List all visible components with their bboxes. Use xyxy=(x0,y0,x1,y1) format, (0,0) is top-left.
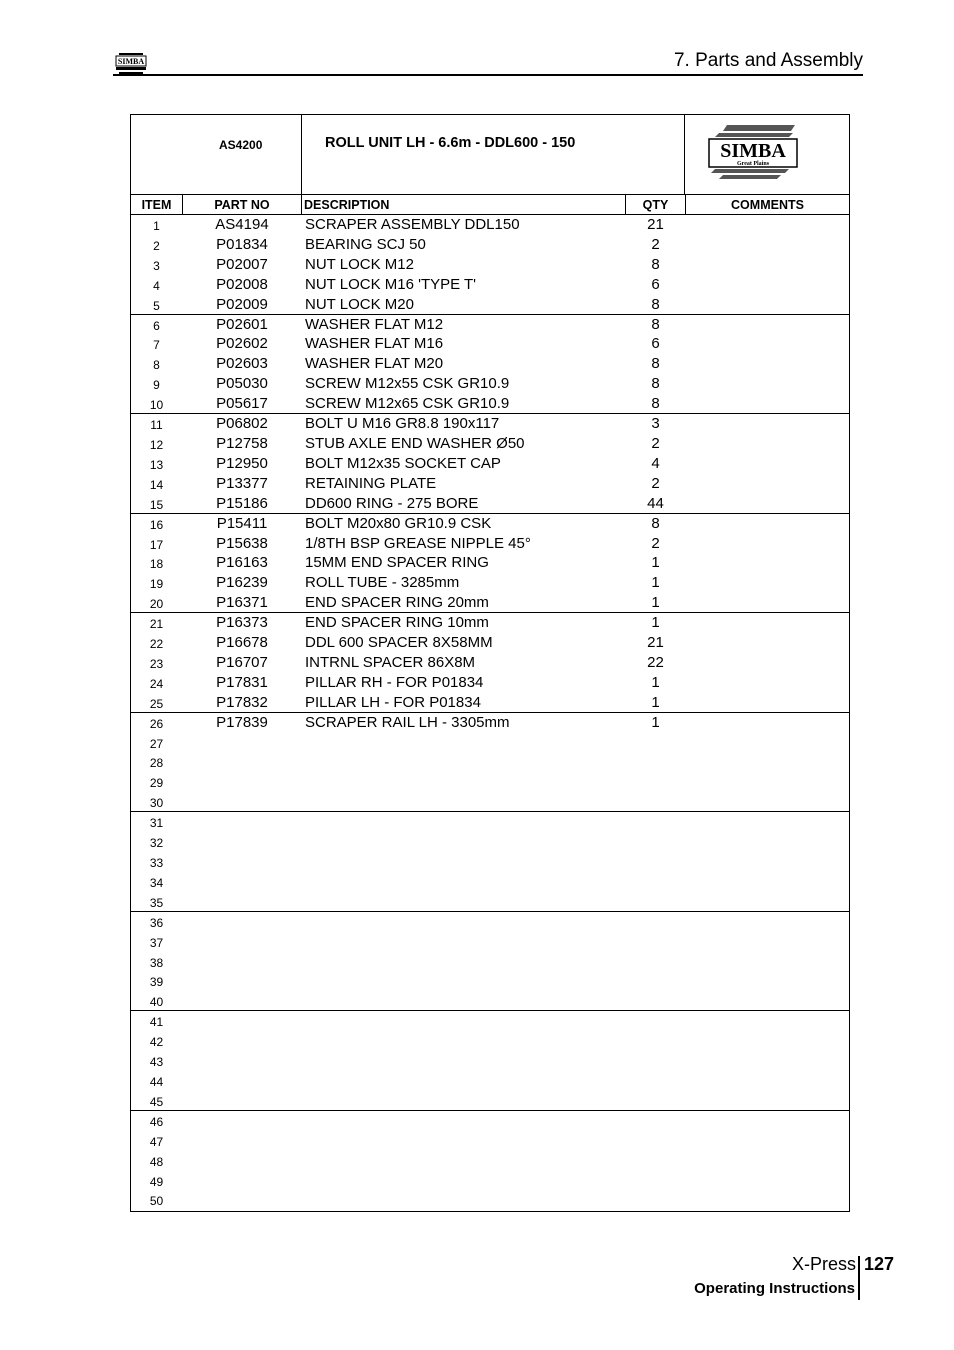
logo-cell xyxy=(685,115,849,194)
part-quantity: 2 xyxy=(651,235,660,253)
header-divider xyxy=(182,195,183,214)
part-quantity: 2 xyxy=(651,474,660,492)
part-number: P02007 xyxy=(216,255,268,273)
item-number: 30 xyxy=(149,796,164,811)
col-qty-header: QTY xyxy=(642,198,669,212)
part-number: P15411 xyxy=(216,514,268,532)
item-number: 8 xyxy=(153,358,160,373)
table-row xyxy=(131,235,849,255)
item-number: 45 xyxy=(149,1094,164,1109)
table-row xyxy=(131,514,849,534)
part-number: P12758 xyxy=(216,434,268,452)
item-number: 29 xyxy=(149,776,164,791)
item-number: 12 xyxy=(149,437,164,452)
part-quantity: 1 xyxy=(651,574,660,592)
item-number: 15 xyxy=(149,497,164,512)
col-item-header: ITEM xyxy=(141,198,172,212)
table-row xyxy=(131,434,849,454)
part-quantity: 21 xyxy=(647,216,664,233)
part-number: P17839 xyxy=(216,713,268,731)
part-number: P16239 xyxy=(216,574,268,592)
part-number: P02009 xyxy=(216,295,268,313)
part-description: SCRAPER RAIL LH - 3305mm xyxy=(305,713,510,731)
part-quantity: 2 xyxy=(651,534,660,552)
part-quantity: 1 xyxy=(651,693,660,711)
table-row xyxy=(131,553,849,573)
table-row xyxy=(131,354,849,374)
table-row xyxy=(131,932,849,952)
page-number: 127 xyxy=(864,1254,895,1274)
assembly-code-cell xyxy=(131,115,302,194)
svg-text:SIMBA: SIMBA xyxy=(117,57,145,66)
part-quantity: 8 xyxy=(651,295,660,313)
table-row xyxy=(131,1131,849,1151)
item-number: 18 xyxy=(149,557,164,572)
part-quantity: 4 xyxy=(651,454,660,472)
item-number: 33 xyxy=(149,856,164,870)
table-row xyxy=(131,872,849,892)
item-number: 19 xyxy=(149,577,164,592)
assembly-title-cell xyxy=(302,115,685,194)
table-row xyxy=(131,1151,849,1171)
part-number: P15638 xyxy=(216,534,268,552)
item-number: 26 xyxy=(149,716,164,731)
part-description: SCREW M12x65 CSK GR10.9 xyxy=(305,395,510,413)
item-number: 37 xyxy=(149,935,164,950)
item-number: 11 xyxy=(150,418,163,433)
part-description: INTRNL SPACER 86X8M xyxy=(305,653,476,671)
table-row xyxy=(131,454,849,474)
simba-logo xyxy=(707,123,799,181)
part-quantity: 1 xyxy=(651,673,660,691)
product-name: X-Press xyxy=(791,1254,856,1274)
item-number: 22 xyxy=(149,637,164,652)
table-row xyxy=(131,295,849,315)
assembly-code: AS4200 xyxy=(219,138,263,152)
table-row xyxy=(131,1011,849,1031)
part-description: WASHER FLAT M16 xyxy=(305,335,444,353)
simba-logo-small xyxy=(113,53,149,75)
part-description: DD600 RING - 275 BORE xyxy=(305,494,479,512)
part-number: P15186 xyxy=(216,494,268,512)
table-row xyxy=(131,812,849,832)
part-number: P13377 xyxy=(216,474,268,492)
table-row xyxy=(131,673,849,693)
part-number: P02008 xyxy=(216,275,268,293)
part-number: P16373 xyxy=(216,614,268,632)
part-quantity: 6 xyxy=(651,275,660,293)
table-row xyxy=(131,315,849,335)
part-description: BOLT U M16 GR8.8 190x117 xyxy=(305,415,500,433)
header-divider xyxy=(301,195,302,214)
item-number: 48 xyxy=(149,1154,164,1169)
item-number: 5 xyxy=(153,298,160,313)
part-quantity: 8 xyxy=(651,255,660,273)
part-description: BOLT M12x35 SOCKET CAP xyxy=(305,454,501,472)
part-number: P16371 xyxy=(216,594,268,612)
part-description: END SPACER RING 10mm xyxy=(305,614,489,632)
column-header-row xyxy=(131,195,849,215)
item-number: 16 xyxy=(149,517,164,532)
part-number: P16707 xyxy=(216,653,268,671)
part-description: NUT LOCK M20 xyxy=(305,295,414,313)
item-number: 36 xyxy=(149,915,164,930)
item-number: 49 xyxy=(149,1174,164,1189)
part-number: P12950 xyxy=(216,454,268,472)
part-description: SCRAPER ASSEMBLY DDL150 xyxy=(305,216,520,233)
assembly-title: ROLL UNIT LH - 6.6m - DDL600 - 150 xyxy=(325,135,576,151)
item-number: 4 xyxy=(153,278,160,293)
part-number: P16678 xyxy=(216,634,268,652)
item-number: 38 xyxy=(149,955,164,970)
item-number: 34 xyxy=(149,875,164,890)
item-number: 6 xyxy=(153,318,160,333)
col-comments-header: COMMENTS xyxy=(731,198,804,212)
item-number: 23 xyxy=(149,656,164,671)
table-row xyxy=(131,474,849,494)
item-number: 21 xyxy=(149,617,164,632)
table-row xyxy=(131,255,849,275)
table-row xyxy=(131,633,849,653)
part-number: P17832 xyxy=(216,693,268,711)
table-row xyxy=(131,832,849,852)
table-row xyxy=(131,1171,849,1191)
table-row xyxy=(131,733,849,753)
table-row xyxy=(131,215,849,235)
part-description: 1/8TH BSP GREASE NIPPLE 45° xyxy=(305,534,531,552)
item-number: 9 xyxy=(153,378,160,393)
header-divider xyxy=(625,195,626,214)
part-description: PILLAR RH - FOR P01834 xyxy=(305,673,484,691)
table-row xyxy=(131,693,849,713)
logo-text: SIMBA xyxy=(720,140,786,162)
table-row xyxy=(131,334,849,354)
item-number: 44 xyxy=(149,1074,164,1089)
part-number: P01834 xyxy=(216,235,268,253)
table-row xyxy=(131,653,849,673)
part-quantity: 1 xyxy=(651,554,660,572)
part-description: BOLT M20x80 GR10.9 CSK xyxy=(305,514,492,532)
item-number: 20 xyxy=(149,597,164,612)
table-row xyxy=(131,1091,849,1111)
table-row xyxy=(131,394,849,414)
part-number: P06802 xyxy=(216,415,268,433)
table-row xyxy=(131,852,849,872)
table-row xyxy=(131,1190,849,1210)
table-row xyxy=(131,892,849,912)
part-number: P02603 xyxy=(216,355,268,373)
section-title: 7. Parts and Assembly xyxy=(673,50,863,71)
part-description: ROLL TUBE - 3285mm xyxy=(305,574,460,592)
part-quantity: 3 xyxy=(651,415,660,433)
item-number: 35 xyxy=(149,895,164,910)
table-row xyxy=(131,1031,849,1051)
part-quantity: 8 xyxy=(651,315,660,333)
item-number: 14 xyxy=(149,477,164,492)
part-quantity: 8 xyxy=(651,355,660,373)
table-row xyxy=(131,772,849,792)
part-description: 15MM END SPACER RING xyxy=(305,554,489,572)
part-description: NUT LOCK M12 xyxy=(305,255,414,273)
footer-subtitle: Operating Instructions xyxy=(694,1280,855,1297)
table-row xyxy=(131,971,849,991)
part-quantity: 8 xyxy=(651,395,660,413)
part-quantity: 1 xyxy=(651,594,660,612)
part-description: SCREW M12x55 CSK GR10.9 xyxy=(305,375,510,393)
table-row xyxy=(131,494,849,514)
part-number: P05030 xyxy=(216,375,268,393)
part-description: RETAINING PLATE xyxy=(305,474,437,492)
part-number: P02601 xyxy=(216,315,268,333)
part-quantity: 1 xyxy=(651,713,660,731)
item-number: 50 xyxy=(149,1194,164,1209)
header-divider xyxy=(685,195,686,214)
item-number: 13 xyxy=(149,457,164,472)
part-number: AS4194 xyxy=(215,216,269,233)
item-number: 43 xyxy=(149,1055,164,1070)
parts-list xyxy=(131,215,849,1210)
item-number: 25 xyxy=(149,696,164,711)
table-row xyxy=(131,713,849,733)
part-quantity: 21 xyxy=(647,634,664,652)
item-number: 41 xyxy=(149,1015,164,1030)
part-number: P02602 xyxy=(216,335,268,353)
table-row xyxy=(131,752,849,772)
table-row xyxy=(131,573,849,593)
table-row xyxy=(131,1051,849,1071)
item-number: 31 xyxy=(149,816,164,831)
part-quantity: 22 xyxy=(647,653,664,671)
item-number: 24 xyxy=(149,676,164,691)
part-number: P05617 xyxy=(216,395,268,413)
table-row xyxy=(131,792,849,812)
table-row xyxy=(131,1111,849,1131)
col-part-header: PART NO xyxy=(214,198,270,212)
part-quantity: 1 xyxy=(651,614,660,632)
part-description: WASHER FLAT M20 xyxy=(305,355,444,373)
table-row xyxy=(131,593,849,613)
item-number: 28 xyxy=(149,756,164,771)
footer-divider xyxy=(858,1256,860,1300)
part-quantity: 8 xyxy=(651,514,660,532)
sheet-title-row xyxy=(131,115,849,195)
item-number: 42 xyxy=(149,1035,164,1050)
part-description: PILLAR LH - FOR P01834 xyxy=(305,693,481,711)
table-row xyxy=(131,374,849,394)
item-number: 10 xyxy=(149,398,164,413)
item-number: 40 xyxy=(149,995,164,1010)
item-number: 1 xyxy=(153,219,160,233)
parts-sheet xyxy=(130,114,850,1212)
table-row xyxy=(131,991,849,1011)
part-description: END SPACER RING 20mm xyxy=(305,594,489,612)
part-description: BEARING SCJ 50 xyxy=(305,235,426,253)
item-number: 2 xyxy=(153,238,160,253)
part-quantity: 2 xyxy=(651,434,660,452)
item-number: 39 xyxy=(149,975,164,990)
item-number: 17 xyxy=(149,537,164,552)
part-description: DDL 600 SPACER 8X58MM xyxy=(305,634,493,652)
part-quantity: 6 xyxy=(651,335,660,353)
item-number: 7 xyxy=(153,338,160,353)
part-quantity: 44 xyxy=(647,494,664,512)
item-number: 32 xyxy=(149,836,164,851)
part-description: STUB AXLE END WASHER Ø50 xyxy=(305,434,525,452)
table-row xyxy=(131,275,849,295)
header-rule xyxy=(113,74,863,76)
part-number: P16163 xyxy=(216,554,268,572)
logo-subtext: Great Plains xyxy=(736,161,770,167)
item-number: 3 xyxy=(153,258,160,273)
table-row xyxy=(131,414,849,434)
part-quantity: 8 xyxy=(651,375,660,393)
part-description: NUT LOCK M16 'TYPE T' xyxy=(305,275,477,293)
table-row xyxy=(131,952,849,972)
part-number: P17831 xyxy=(216,673,268,691)
table-row xyxy=(131,912,849,932)
table-row xyxy=(131,613,849,633)
item-number: 47 xyxy=(149,1134,164,1149)
col-description-header: DESCRIPTION xyxy=(304,198,390,212)
item-number: 46 xyxy=(149,1114,164,1129)
item-number: 27 xyxy=(149,736,164,751)
table-row xyxy=(131,534,849,554)
part-description: WASHER FLAT M12 xyxy=(305,315,444,333)
table-row xyxy=(131,1071,849,1091)
